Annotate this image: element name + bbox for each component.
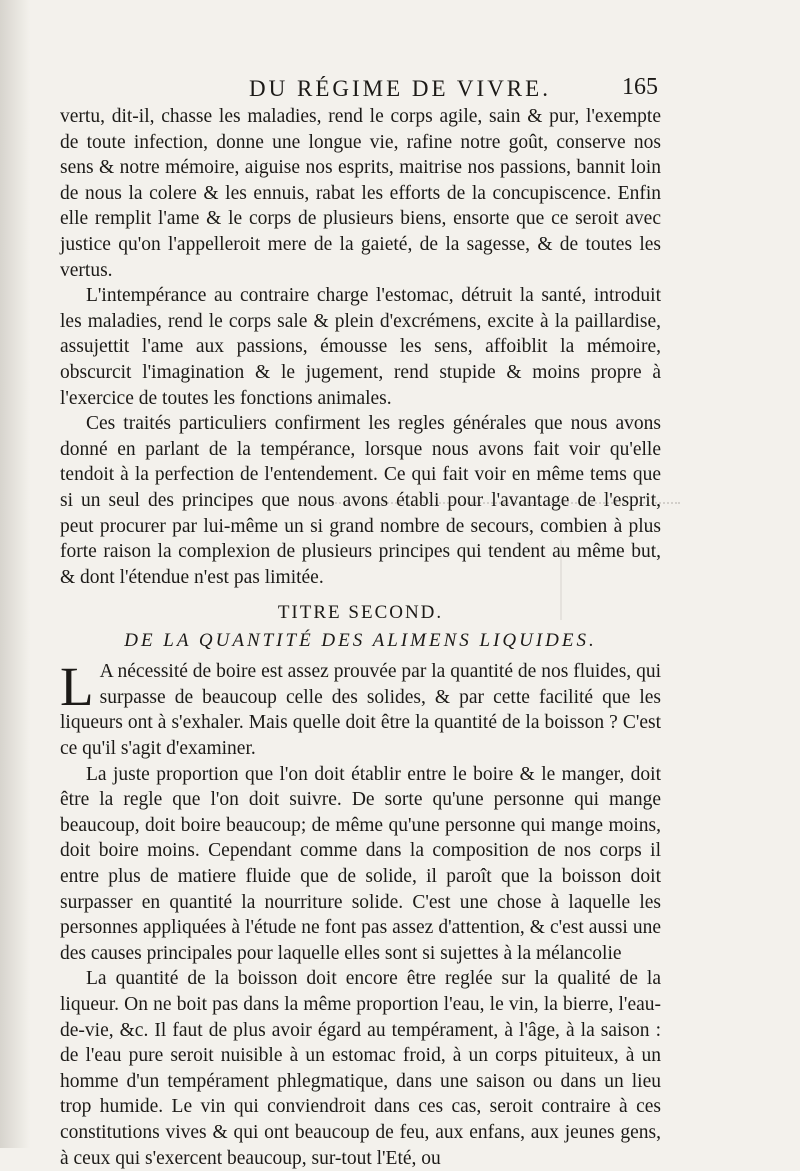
section-subtitle: DE LA QUANTITÉ DES ALIMENS LIQUIDES. [124,630,597,652]
paragraph-proportion: La juste proportion que l'on doit établir entre le boire & le manger, doit être la regle que l'on doit suivre. De sorte qu'une personne qui mange beaucoup, doit boire beaucoup; de même qu'une personne qui mange moins, doit boire moins. Cependant comme dans la composition de nos corps il entre plus de matiere fluide que de solide, il paroît que la boisson doit surpasser en quantité la nourriture solide. C'est une chose à laquelle les personnes appliquées à l'étude ne font pas assez d'attention, & c'est aussi une des causes principales pour laquelle elles sont si sujettes à la mélancolie [60,763,661,964]
main-text [60,104,661,1171]
paragraph-intemperance: L'intempérance au contraire charge l'estomac, détruit la santé, introduit les maladies, rend le corps sale & plein d'excrémens, excite à la paillardise, assujettit l'ame aux passions, émousse les sens, affoiblit la mémoire, obscurcit l'imagination & le jugement, rend stupide & moins propre à l'exercice de toutes les fonctions animales. [60,285,661,409]
paragraph-necessite-text: A nécessité de boire est assez prouvée par la quantité de nos fluides, qui surpasse de beaucoup celle des solides, & par cette facilité que les liqueurs ont à s'exhaler. Mais quelle doit être la quantité de la boisson ? C'est ce qu'il s'agit d'examiner. [60,661,661,760]
paragraph-traites: Ces traités particuliers confirment les regles générales que nous avons donné en parlant de la tempérance, lorsque nous avons fait voir qu'elle tendoit à la perfection de l'entendement. Ce qui fait voir en même tems que si un seul des principes que nous avons établi pour l'avantage de l'esprit, peut procurer par lui-même un si grand nombre de secours, combien à plus forte raison la complexion de plusieurs principes qui tendent au même but, & dont l'étendue n'est pas limitée. [60,413,661,588]
page-gutter-shadow [0,0,30,1148]
paragraph-quantite: La quantité de la boisson doit encore être reglée sur la qualité de la liqueur. On ne boit pas dans la même proportion l'eau, le vin, la bierre, l'eau-de-vie, &c. Il faut de plus avoir égard au tempérament, à l'âge, à la saison : de l'eau pure seroit nuisible à un estomac froid, à un corps pituiteux, à un homme d'un tempérament phlegmatique, dans une saison ou dans un lieu trop humide. Le vin qui conviendroit dans ces cas, seroit contraire à ces constitutions vives & qui ont beaucoup de feu, aux enfans, aux jeunes gens, à ceux qui s'exercent beaucoup, sur-tout l'Eté, ou [60,968,661,1169]
running-title: DU RÉGIME DE VIVRE. [249,76,551,101]
paragraph-necessite [60,656,661,761]
section-title: TITRE SECOND. [277,602,444,624]
page-number: 165 [622,74,658,100]
drop-cap: L [60,656,94,718]
paragraph-continuation: vertu, dit-il, chasse les maladies, rend le corps agile, sain & pur, l'exempte de toute infection, donne une longue vie, rafine notre goût, conserve nos sens & notre mémoire, aiguise nos esprits, maitrise nos passions, bannit loin de nous la colere & les ennuis, rabat les efforts de la concupiscence. Enfin elle remplit l'ame & le corps de plusieurs biens, ensorte que ce seroit avec justice qu'on l'appelleroit mere de la gaieté, de la sagesse, & de toutes les vertus. [60,106,661,281]
